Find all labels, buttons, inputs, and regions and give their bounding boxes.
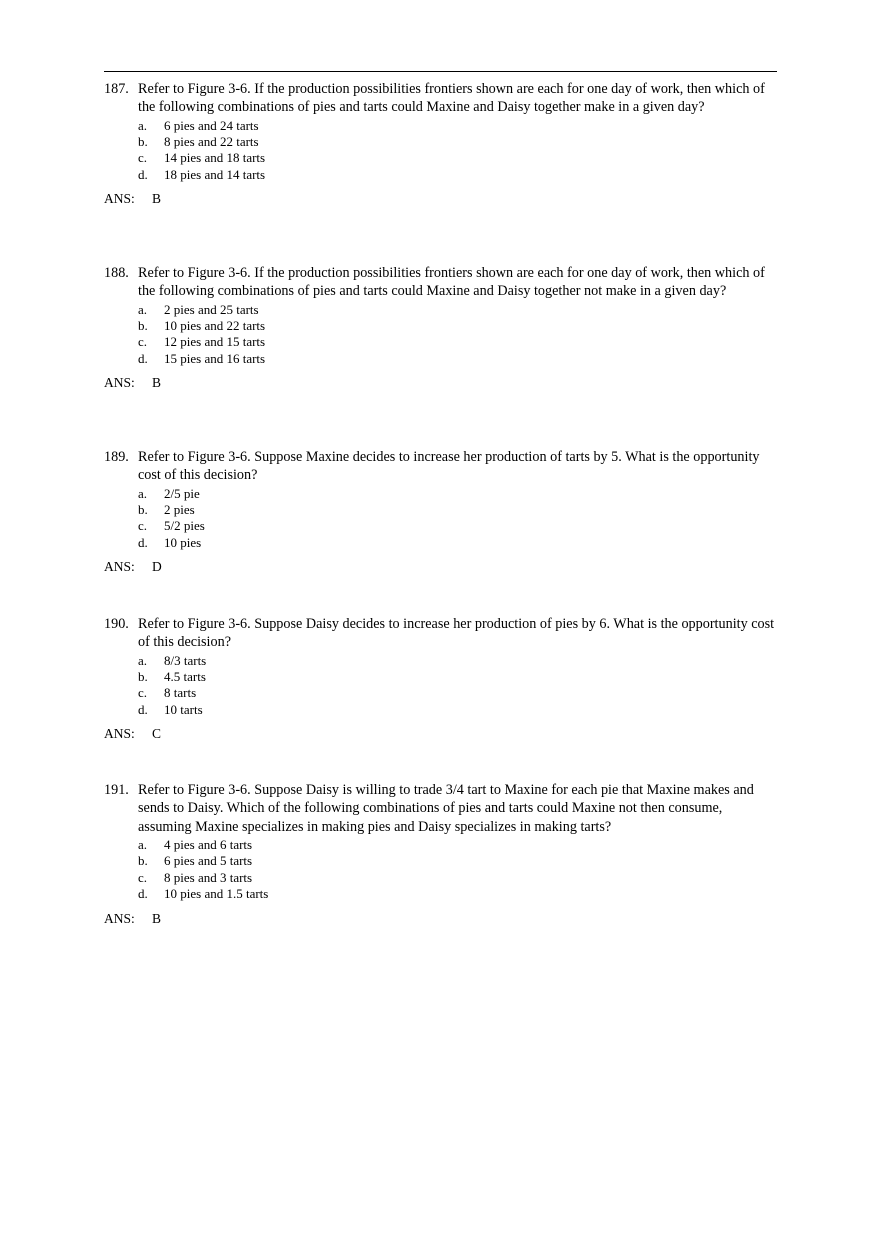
question-number: 188.	[104, 265, 129, 281]
choice-c	[138, 870, 777, 886]
choice-letter: d.	[138, 534, 148, 550]
answer-line	[104, 190, 777, 208]
question-187	[104, 80, 777, 208]
choice-list	[138, 653, 777, 719]
choice-list	[138, 837, 777, 903]
choice-letter: c.	[138, 685, 148, 701]
answer-value: B	[152, 910, 162, 926]
choice-letter: a.	[138, 117, 148, 133]
choice-letter: d.	[138, 350, 148, 366]
answer-label: ANS:	[104, 191, 135, 207]
question-191	[104, 781, 777, 928]
choice-text: 10 pies	[164, 534, 202, 550]
choice-text: 2 pies and 25 tarts	[164, 301, 259, 317]
choice-text: 4 pies and 6 tarts	[164, 836, 253, 852]
choice-letter: b.	[138, 502, 148, 517]
choice-letter: a.	[138, 836, 148, 852]
choice-d	[138, 167, 777, 183]
question-189	[104, 448, 777, 576]
choice-d	[138, 886, 777, 902]
choice-text: 5/2 pies	[164, 518, 205, 534]
choice-text: 10 pies and 1.5 tarts	[164, 886, 269, 902]
choice-letter: b.	[138, 134, 148, 149]
choice-d	[138, 351, 777, 367]
answer-line	[104, 725, 777, 743]
question-text: Refer to Figure 3-6. Suppose Daisy is willing to trade 3/4 tart to Maxine for each pie that Maxine makes and sends to Daisy. Which of the following combinations of pies and tarts could Maxine not then consume, assuming Maxine specializes in making pies and Daisy specializes in making tarts?	[138, 782, 754, 835]
choice-text: 8 pies and 3 tarts	[164, 869, 253, 885]
choice-text: 8 pies and 22 tarts	[164, 134, 259, 149]
question-number: 187.	[104, 81, 129, 97]
answer-value: B	[152, 191, 162, 207]
choice-b	[138, 318, 777, 334]
choice-list	[138, 118, 777, 184]
answer-line	[104, 374, 777, 392]
choice-a	[138, 118, 777, 134]
choice-d	[138, 702, 777, 718]
choice-list	[138, 302, 777, 368]
answer-label: ANS:	[104, 559, 135, 575]
choice-letter: a.	[138, 485, 148, 501]
answer-line	[104, 910, 777, 928]
answer-label: ANS:	[104, 726, 135, 742]
choice-letter: a.	[138, 652, 148, 668]
choice-letter: b.	[138, 318, 148, 333]
choice-b	[138, 134, 777, 150]
choice-letter: b.	[138, 669, 148, 684]
choice-letter: d.	[138, 886, 148, 902]
answer-label: ANS:	[104, 910, 135, 926]
choice-text: 6 pies and 5 tarts	[164, 853, 253, 869]
choice-b	[138, 853, 777, 869]
choice-a	[138, 486, 777, 502]
choice-list	[138, 486, 777, 552]
choice-a	[138, 837, 777, 853]
choice-d	[138, 535, 777, 551]
choice-letter: d.	[138, 166, 148, 182]
choice-letter: c.	[138, 518, 148, 534]
question-190	[104, 615, 777, 743]
choice-text: 15 pies and 16 tarts	[164, 350, 266, 366]
choice-b	[138, 502, 777, 518]
question-text: Refer to Figure 3-6. If the production possibilities frontiers shown are each for one day of work, then which of the following combinations of pies and tarts could Maxine and Daisy together make in a given day?	[138, 81, 765, 116]
choice-text: 8 tarts	[164, 685, 197, 701]
choice-letter: d.	[138, 701, 148, 717]
answer-line	[104, 558, 777, 576]
choice-a	[138, 302, 777, 318]
choice-a	[138, 653, 777, 669]
choice-text: 12 pies and 15 tarts	[164, 334, 266, 350]
choice-text: 10 tarts	[164, 701, 203, 717]
choice-text: 2 pies	[164, 502, 195, 517]
question-number: 189.	[104, 449, 129, 465]
choice-text: 18 pies and 14 tarts	[164, 166, 266, 182]
question-text: Refer to Figure 3-6. Suppose Maxine decides to increase her production of tarts by 5. What is the opportunity cost of this decision?	[138, 449, 760, 484]
answer-label: ANS:	[104, 375, 135, 391]
question-text: Refer to Figure 3-6. If the production possibilities frontiers shown are each for one day of work, then which of the following combinations of pies and tarts could Maxine and Daisy together not make in a given day?	[138, 265, 765, 300]
question-text: Refer to Figure 3-6. Suppose Daisy decides to increase her production of pies by 6. What is the opportunity cost of this decision?	[138, 616, 775, 651]
answer-value: B	[152, 375, 162, 391]
choice-c	[138, 334, 777, 350]
choice-c	[138, 518, 777, 534]
choice-letter: c.	[138, 869, 148, 885]
choice-letter: c.	[138, 150, 148, 166]
question-188	[104, 264, 777, 392]
answer-value: C	[152, 726, 162, 742]
choice-letter: c.	[138, 334, 148, 350]
choice-text: 8/3 tarts	[164, 652, 207, 668]
choice-text: 14 pies and 18 tarts	[164, 150, 266, 166]
choice-letter: a.	[138, 301, 148, 317]
choice-letter: b.	[138, 853, 148, 869]
question-number: 190.	[104, 616, 129, 632]
choice-text: 6 pies and 24 tarts	[164, 117, 259, 133]
choice-b	[138, 669, 777, 685]
choice-c	[138, 685, 777, 701]
question-number: 191.	[104, 782, 129, 798]
answer-value: D	[152, 559, 162, 575]
choice-text: 4.5 tarts	[164, 669, 206, 684]
choice-text: 10 pies and 22 tarts	[164, 318, 266, 333]
top-rule	[104, 71, 777, 72]
choice-c	[138, 150, 777, 166]
choice-text: 2/5 pie	[164, 485, 200, 501]
